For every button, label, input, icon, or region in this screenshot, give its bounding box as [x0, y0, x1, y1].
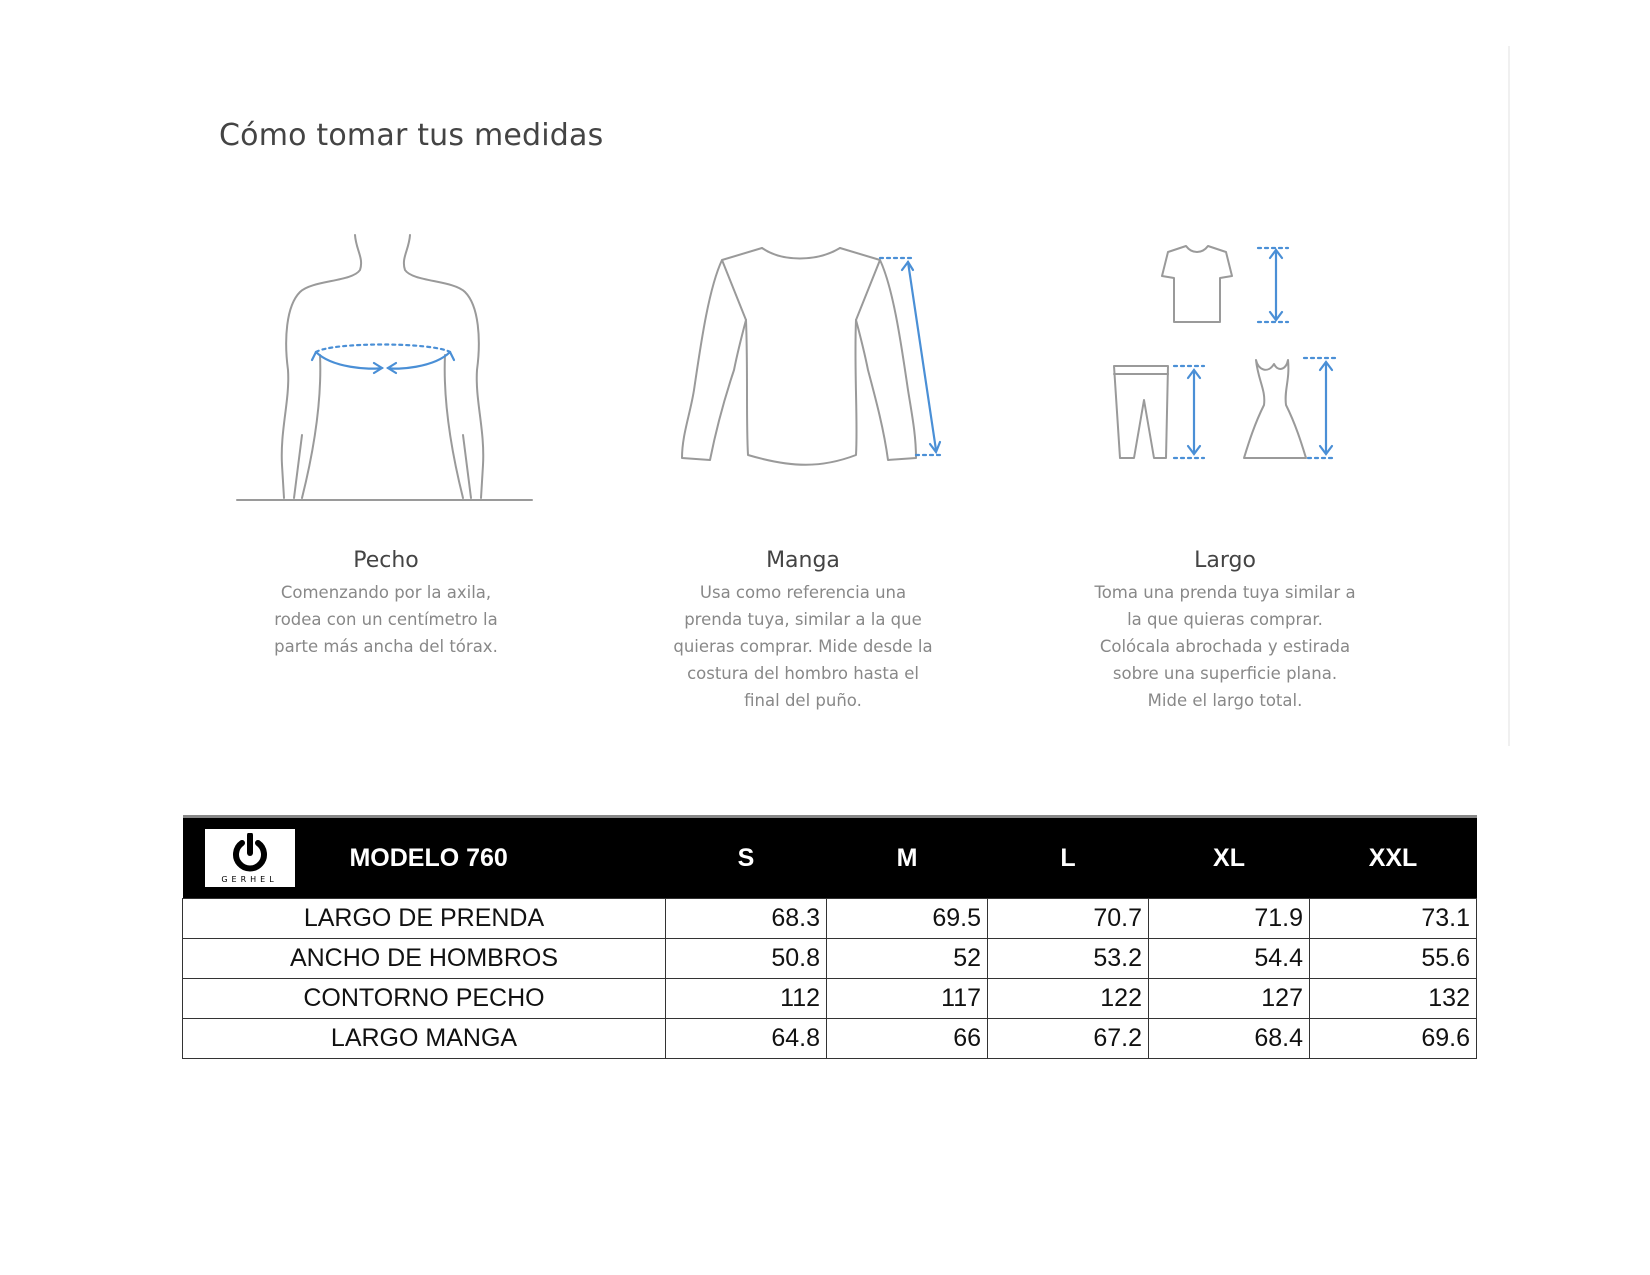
table-cell: 68.3	[666, 899, 827, 939]
length-illustration	[1108, 240, 1348, 470]
table-cell: 68.4	[1149, 1019, 1310, 1059]
row-label: LARGO MANGA	[183, 1019, 666, 1059]
table-row	[183, 1019, 1477, 1059]
row-label: LARGO DE PRENDA	[183, 899, 666, 939]
table-cell: 66	[827, 1019, 988, 1059]
header-brand-cell	[183, 817, 666, 899]
size-header-s: S	[666, 817, 827, 899]
chest-description: Comenzando por la axila, rodea con un centímetro la parte más ancha del tórax.	[274, 583, 498, 656]
chest-title: Pecho	[353, 548, 419, 573]
size-header-l: L	[988, 817, 1149, 899]
table-cell: 55.6	[1310, 939, 1477, 979]
table-cell: 117	[827, 979, 988, 1019]
table-cell: 67.2	[988, 1019, 1149, 1059]
guide-title: Cómo tomar tus medidas	[219, 118, 604, 153]
table-cell: 132	[1310, 979, 1477, 1019]
torso-measure-icon	[232, 230, 542, 505]
size-header-xxl: XXL	[1310, 817, 1477, 899]
table-header-row	[183, 817, 1477, 899]
table-cell: 70.7	[988, 899, 1149, 939]
table-cell: 127	[1149, 979, 1310, 1019]
chest-caption	[226, 548, 546, 660]
table-cell: 64.8	[666, 1019, 827, 1059]
table-cell: 50.8	[666, 939, 827, 979]
length-caption	[1065, 548, 1385, 714]
length-description: Toma una prenda tuya similar a la que quieras comprar. Colócala abrochada y estirada sobre una superficie plana. Mide el largo total.	[1094, 583, 1356, 710]
sleeve-caption	[643, 548, 963, 714]
sleeve-illustration	[672, 240, 952, 480]
brand-logo	[205, 829, 295, 887]
size-table	[182, 815, 1477, 1059]
longsleeve-shirt-icon	[672, 240, 952, 480]
size-header-xl: XL	[1149, 817, 1310, 899]
size-header-m: M	[827, 817, 988, 899]
table-cell: 112	[666, 979, 827, 1019]
row-label: CONTORNO PECHO	[183, 979, 666, 1019]
garment-length-icon	[1108, 240, 1348, 470]
table-cell: 71.9	[1149, 899, 1310, 939]
table-row	[183, 899, 1477, 939]
power-icon	[228, 833, 272, 873]
table-cell: 122	[988, 979, 1149, 1019]
table-cell: 73.1	[1310, 899, 1477, 939]
table-cell: 69.6	[1310, 1019, 1477, 1059]
table-cell: 52	[827, 939, 988, 979]
table-row	[183, 979, 1477, 1019]
table-cell: 69.5	[827, 899, 988, 939]
chest-illustration	[232, 230, 542, 505]
table-cell: 54.4	[1149, 939, 1310, 979]
brand-name: GERHEL	[221, 874, 278, 884]
table-row	[183, 939, 1477, 979]
row-label: ANCHO DE HOMBROS	[183, 939, 666, 979]
sleeve-title: Manga	[766, 548, 840, 573]
length-title: Largo	[1194, 548, 1256, 573]
vertical-divider	[1508, 46, 1510, 746]
sleeve-description: Usa como referencia una prenda tuya, similar a la que quieras comprar. Mide desde la costura del hombro hasta el final del puño.	[673, 583, 933, 710]
model-label: MODELO 760	[349, 843, 508, 872]
table-cell: 53.2	[988, 939, 1149, 979]
